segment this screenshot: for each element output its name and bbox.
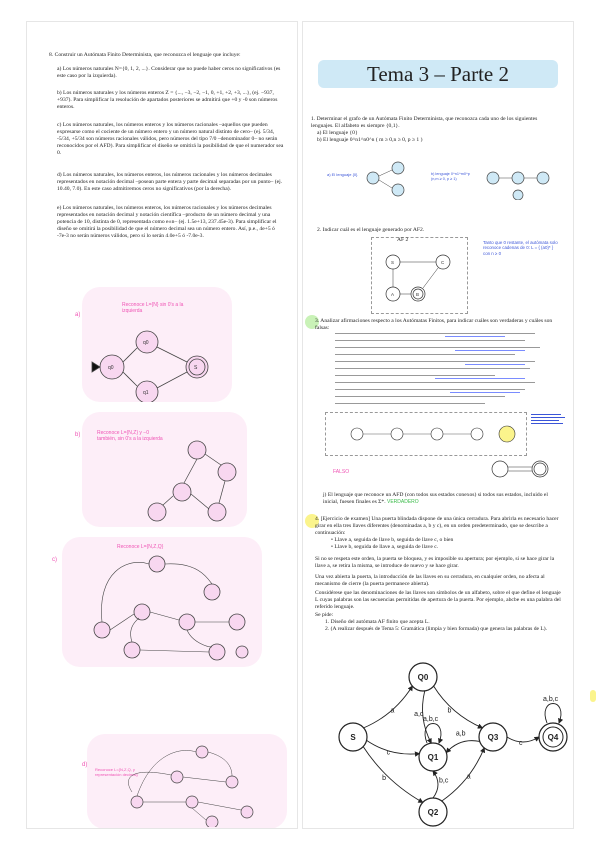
q1-b: b) El lenguaje 0^n1^n0^n ( m ≥ 0,n ≥ 0, p ≥ 1 ) [317, 137, 423, 143]
q1-text: 1. Determinar el grafo de un Autómata Finito Determinista, que reconozca cada uno de los siguientes lenguajes. El alfabeto es siempre {0,1}. [311, 116, 538, 129]
q3-figure-graph [327, 414, 523, 452]
q8-item-d: d) Los números naturales, los números enteros, los números racionales y los números decimales representados en notación decimal –posean parte entera y parte decimal separadas por un punto– (ej. 10.40, 7.0). En este caso admitiremos ceros no significativos (por la derecha). [57, 172, 283, 192]
edge-Q0-Q3 [434, 686, 483, 728]
q8-intro: 8. Construir un Autómata Finito Determinista, que reconozca el lenguaje que incluye: [49, 52, 241, 58]
edge-label: a,b,c [543, 696, 559, 703]
q8-item-b: b) Los números naturales y los números enteros Z = {..., −3, −2, −1, 0, +1, +2, +3, ...}, (ej. −937, +937). Para simplificar la resolución de apartados posteriores se admitirá que +0 y -0 son números enteros. [57, 90, 278, 110]
edge-Q2-Q1 [433, 771, 438, 798]
diagram-d-label: d) [82, 762, 88, 768]
edge-self-Q4 [545, 704, 561, 724]
edge-S-Q1 [367, 740, 420, 754]
edge-label: a [466, 773, 471, 781]
q4-para1: Si no se respeta este orden, la puerta se bloquea, y es imposible su apertura; por ejemplo, si se hace girar la llave a, se retira la misma, se introduce de nuevo y se hace girar. [315, 556, 555, 569]
diagram-d-graph [92, 742, 287, 827]
q2-answer: Tanto que 0 restante, el autómata solo reconoce cadenas de 0: L = { (a0)* } con n ≥ 0 [483, 240, 558, 256]
diagram-b-graph [87, 432, 247, 527]
edge-label: b [447, 707, 452, 715]
state-label: Q2 [427, 808, 439, 817]
q2-text: 2. Indicar cuál es el lenguaje generado por AF2. [317, 227, 425, 233]
q4-para3: Considérese que las denominaciones de las llaves son símbolos de un alfabeto, sobre el que define el lenguaje L cuyas palabras son las secuencias permitidas de apertura de la puerta. Por ejemplo, abcbe es una palabra del referido lenguaje. [315, 590, 561, 610]
edge-label: a,b,c [423, 716, 439, 723]
svg-text:B: B [416, 292, 420, 297]
q8-item-a: a) Los números naturales N={0, 1, 2, ...}. Considerar que no puede haber ceros no significativos (es este caso por la izquierda). [57, 66, 281, 79]
q1-note-b: b) lenguaje 0^n1^m0^p (n,m ≥ 0, p ≥ 1) [431, 172, 470, 182]
svg-text:S: S [194, 365, 198, 371]
edge-label: c [519, 740, 523, 747]
state-label: Q1 [427, 753, 439, 762]
af2-graph [373, 244, 465, 310]
diagram-a-note: Reconoce L={N} sin 0's a la izquierda [122, 302, 184, 314]
svg-text:q0: q0 [108, 365, 114, 371]
diagram-c-graph [67, 552, 262, 667]
svg-text:S: S [391, 260, 395, 265]
edge-Q3-Q1 [446, 741, 479, 753]
edge-Q3-Q4 [507, 737, 539, 742]
q4-para2: Una vez abierta la puerta, la introducción de las llaves en su cerradura, en cualquier orden, no afecta al mecanismo de cierre (la puerta permanece abierta). [315, 574, 545, 587]
state-label: Q3 [487, 733, 499, 742]
edge-Q2-Q3 [442, 748, 485, 801]
q3-text: 3. Analizar afirmaciones respecto a los Autómatas Finitos, para indicar cuáles son verdaderas y cuáles son falsas: [315, 318, 553, 331]
af2-label: AF 2 [397, 237, 409, 243]
state-q0-label: q0 [143, 340, 149, 346]
page-title: Tema 3 – Parte 2 [318, 60, 558, 88]
edge-self-Q1 [425, 724, 441, 744]
q3-last: j) El lenguaje que reconoce un AFD (con todos sus estados conexos) si todos sus estados, incluido el inicial, fuesen finales es Σ*. VERDADERO [323, 492, 548, 505]
q4-bullet-1: • Llave a, seguida de llave b, seguida de llave c, o bien [331, 537, 454, 543]
diagram-c-label: c) [52, 557, 57, 563]
left-page [27, 22, 297, 828]
q4-bullet-2: • Llave b, seguida de llave a, seguida de llave c. [331, 544, 439, 550]
diagram-b-label: b) [75, 432, 81, 438]
state-label: S [350, 733, 356, 742]
q8-item-c: c) Los números naturales, los números enteros y los números racionales –aquellos que pueden expresarse como el cociente de un número entero y un número natural distinto de cero– (ej. 5/34, -5/34, +5/34 son números racionales válidos, pero números del tipo 7/0 –denominador 0– no serán reconocidos por el AFD). Para simplificar el diseño se omitirá la posibilidad de que el numerador sea 0. [57, 122, 284, 156]
state-label: Q0 [417, 673, 429, 682]
edge-label: c [386, 749, 391, 757]
q4-text: 4. [Ejercicio de examen] Una puerta blindada dispone de una única cerradura. Para abrirla es necesario hacer girar en ella tres llaves diferentes (denominadas a, b y c), en un orden predeterminado, que se describe a continuación: [315, 516, 559, 536]
q3-falso-label: FALSO [333, 469, 350, 475]
q4-ask2: 2. (A realizar después de Tema 5: Gramática (limpia y bien formada) que genera las palabras de L). [325, 626, 548, 632]
svg-text:C: C [441, 260, 445, 265]
edge-label: b [382, 774, 387, 782]
q4-ask1: 1. Diseño del autómata AF finito que acepta L. [325, 619, 430, 625]
diagram-b-note: Reconoce L={N,Z} y −0 también, sin 0's a la izquierda [97, 430, 163, 442]
q1a-graph [363, 158, 423, 198]
svg-text:q1: q1 [143, 390, 149, 396]
q1b-graph [478, 160, 568, 200]
q4-asks: Se pide: [315, 612, 334, 618]
edge-label: a,c [414, 711, 424, 719]
q1-a: a) El lenguaje {0} [317, 130, 358, 136]
right-page [303, 22, 573, 828]
edge-S-Q2 [363, 747, 423, 803]
edge-label: b,c [439, 777, 449, 785]
svg-text:A: A [391, 292, 395, 297]
q3-mini-automaton [488, 458, 558, 480]
q8-item-e: e) Los números naturales, los números enteros, los números racionales y los números decimales representados en notación decimal y notación científica –producto de un número decimal y una potencia de 10, distinta de 0, representada como e±n– (ej. 1.5e+13, 237.45e-3). Para simplificar el diseño se omitirá la posibilidad de que el número decimal sea un número entero. Así, p.e., 4e+5 ó -7e-3 no serán números válidos, pero sí lo serán 4.0e+5 ó -7.0e-3. [57, 205, 277, 239]
diagram-a-label: a) [75, 312, 81, 318]
q1-note-a: a) El lenguaje {0} [327, 172, 358, 177]
edge-S-Q0 [364, 686, 413, 728]
edge-label: a [390, 707, 395, 715]
diagram-a-graph [87, 322, 227, 402]
q3-verdict: VERDADERO [387, 499, 419, 505]
diagram-d-note: Reconoce L={N,Z,Q, y representación decimal} [95, 767, 138, 777]
q3-side-note [531, 412, 567, 426]
diagram-c-note: Reconoce L={N,Z,Q} [117, 544, 164, 550]
state-label: Q4 [547, 733, 559, 742]
scroll-marker[interactable] [590, 690, 596, 702]
q4-automaton-graph [313, 642, 573, 828]
edge-label: a,b [455, 730, 466, 738]
